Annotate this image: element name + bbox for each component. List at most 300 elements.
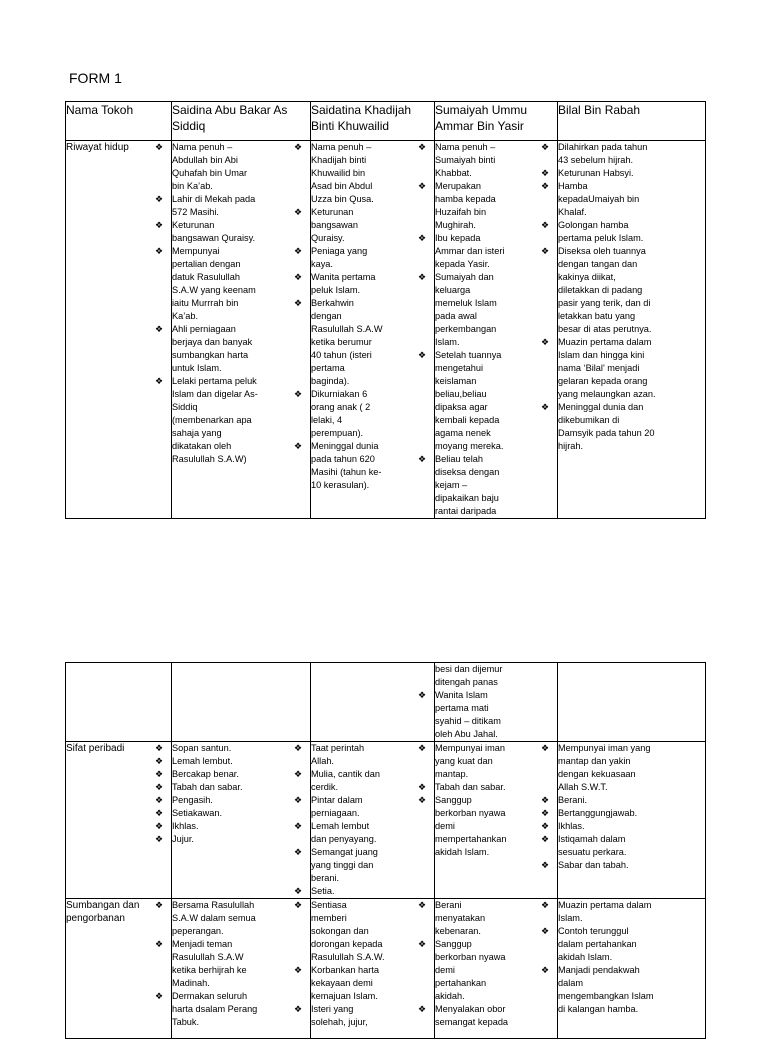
bullet-text: dikebumikan di [558, 415, 620, 425]
bullet-item [155, 219, 308, 232]
bullet-text: peperangan. [172, 926, 224, 936]
bullet-text: kembali kepada [435, 415, 500, 425]
bullet-continuation [435, 388, 555, 401]
bullet-continuation [558, 990, 703, 1003]
bullet-continuation [172, 206, 308, 219]
tokoh-table-part1 [65, 101, 706, 519]
bullet-text: dipaksa agar [435, 402, 488, 412]
bullet-text: Ikhlas. [172, 821, 199, 831]
diamond-bullet-icon: ❖ [155, 376, 164, 386]
bullet-item [155, 938, 308, 951]
bullet-continuation [435, 323, 555, 336]
bullet-text: Tabuk. [172, 1017, 200, 1027]
bullet-item [541, 742, 703, 755]
bullet-text: Sentiasa [311, 900, 347, 910]
bullet-text: Berani [435, 900, 462, 910]
bullet-text: perempuan). [311, 428, 364, 438]
bullet-item [418, 1003, 555, 1016]
diamond-bullet-icon: ❖ [294, 743, 303, 753]
bullet-continuation [435, 977, 555, 990]
bullet-text: pertalian dengan [172, 259, 241, 269]
bullet-continuation [558, 232, 703, 245]
bullet-text: Islam. [558, 913, 583, 923]
bullet-text: Tabah dan sabar. [172, 782, 243, 792]
bullet-text: Meninggal dunia [311, 441, 379, 451]
bullet-text: Rasulullah S.A.W [172, 952, 244, 962]
bullet-text: Khalaf. [558, 207, 587, 217]
bullet-item [418, 453, 555, 466]
bullet-continuation [435, 990, 555, 1003]
bullet-text: kebenaran. [435, 926, 481, 936]
bullet-text: kejam – [435, 480, 468, 490]
cell-abu-bakar [155, 141, 311, 519]
bullet-continuation [172, 1003, 308, 1016]
bullet-text: pertama mati [435, 703, 489, 713]
bullet-continuation [311, 807, 432, 820]
diamond-bullet-icon: ❖ [155, 194, 164, 204]
diamond-bullet-icon: ❖ [418, 142, 427, 152]
bullet-text: besar di atas perutnya. [558, 324, 652, 334]
bullet-continuation [435, 297, 555, 310]
bullet-continuation [172, 414, 308, 427]
bullet-text: akidah Islam. [435, 847, 490, 857]
bullet-continuation [311, 912, 432, 925]
bullet-continuation [172, 951, 308, 964]
diamond-bullet-icon: ❖ [541, 246, 550, 256]
bullet-item [418, 938, 555, 951]
bullet-continuation [558, 362, 703, 375]
bullet-text: Ka’ab. [172, 311, 199, 321]
bullet-text: ketika berumur [311, 337, 372, 347]
diamond-bullet-icon: ❖ [418, 795, 427, 805]
bullet-item [294, 820, 432, 833]
diamond-bullet-icon: ❖ [294, 246, 303, 256]
cell-bilal [541, 899, 706, 1039]
bullet-list [541, 742, 705, 872]
diamond-bullet-icon: ❖ [294, 389, 303, 399]
bullet-text: Setelah tuannya [435, 350, 502, 360]
diamond-bullet-icon: ❖ [294, 1004, 303, 1014]
bullet-list [155, 141, 310, 466]
bullet-text: mengetahui [435, 363, 484, 373]
bullet-continuation [558, 755, 703, 768]
diamond-bullet-icon: ❖ [294, 441, 303, 451]
diamond-bullet-icon: ❖ [294, 795, 303, 805]
bullet-text: Islam dan digelar As- [172, 389, 258, 399]
bullet-continuation [435, 466, 555, 479]
bullet-continuation [311, 755, 432, 768]
bullet-text: diseksa dengan [435, 467, 500, 477]
bullet-text: Sopan santun. [172, 743, 232, 753]
bullet-item [418, 899, 555, 912]
bullet-continuation [311, 872, 432, 885]
cell-sumaiyah [418, 742, 558, 899]
bullet-continuation [311, 414, 432, 427]
header-khadijah: Saidatina Khadijah Binti Khuwailid [311, 102, 435, 141]
bullet-text: berkorban nyawa [435, 808, 506, 818]
bullet-continuation [435, 492, 555, 505]
bullet-continuation [435, 206, 555, 219]
row-label [66, 663, 172, 742]
tokoh-table-part2 [65, 662, 706, 1039]
diamond-bullet-icon: ❖ [541, 900, 550, 910]
bullet-text: Meninggal dunia dan [558, 402, 644, 412]
bullet-item [541, 245, 703, 258]
diamond-bullet-icon: ❖ [155, 246, 164, 256]
bullet-continuation [435, 401, 555, 414]
diamond-bullet-icon: ❖ [541, 965, 550, 975]
bullet-text: Bersama Rasulullah [172, 900, 255, 910]
bullet-continuation [172, 349, 308, 362]
bullet-text: di kalangan hamba. [558, 1004, 639, 1014]
bullet-continuation [558, 258, 703, 271]
bullet-text: Madinah. [172, 978, 210, 988]
bullet-continuation [311, 1016, 432, 1029]
bullet-continuation [435, 676, 555, 689]
form-title: FORM 1 [69, 70, 122, 86]
bullet-continuation [558, 414, 703, 427]
bullet-text: Nama penuh – [435, 142, 496, 152]
header-abu-bakar: Saidina Abu Bakar As Siddiq [172, 102, 311, 141]
bullet-list [418, 141, 557, 518]
diamond-bullet-icon: ❖ [418, 272, 427, 282]
bullet-continuation [558, 951, 703, 964]
bullet-text: pertahankan [435, 978, 487, 988]
bullet-continuation [172, 284, 308, 297]
bullet-continuation [435, 375, 555, 388]
bullet-continuation [435, 912, 555, 925]
bullet-text: sahaja yang [172, 428, 222, 438]
bullet-item [294, 141, 432, 154]
diamond-bullet-icon: ❖ [155, 142, 164, 152]
bullet-item [418, 141, 555, 154]
bullet-text: pada tahun 620 [311, 454, 375, 464]
bullet-text: ketika berhijrah ke [172, 965, 247, 975]
bullet-text: Setia. [311, 886, 335, 896]
bullet-text: Uzza bin Qusa. [311, 194, 374, 204]
bullet-text: Mughirah. [435, 220, 476, 230]
bullet-text: memeluk Islam [435, 298, 497, 308]
bullet-text: Golongan hamba [558, 220, 629, 230]
bullet-continuation [311, 323, 432, 336]
bullet-text: Ibu kepada [435, 233, 481, 243]
bullet-item [418, 232, 555, 245]
bullet-continuation [558, 912, 703, 925]
bullet-text: Bertanggungjawab. [558, 808, 638, 818]
bullet-continuation [172, 925, 308, 938]
bullet-text: kekayaan demi [311, 978, 373, 988]
diamond-bullet-icon: ❖ [294, 900, 303, 910]
bullet-item [541, 899, 703, 912]
bullet-text: Abdullah bin Abi [172, 155, 238, 165]
bullet-continuation [435, 362, 555, 375]
bullet-text: Lelaki pertama peluk [172, 376, 257, 386]
bullet-continuation [172, 912, 308, 925]
bullet-continuation [558, 846, 703, 859]
bullet-item [541, 180, 703, 193]
bullet-item [294, 846, 432, 859]
bullet-text: Berkahwin [311, 298, 354, 308]
bullet-continuation [558, 768, 703, 781]
bullet-text: Korbankan harta [311, 965, 379, 975]
bullet-list [541, 899, 705, 1016]
diamond-bullet-icon: ❖ [541, 337, 550, 347]
bullet-text: Sumaiyah binti [435, 155, 496, 165]
bullet-text: letakkan batu yang [558, 311, 636, 321]
bullet-text: yang melaungkan azan. [558, 389, 656, 399]
diamond-bullet-icon: ❖ [294, 886, 303, 896]
bullet-text: Istiqamah dalam [558, 834, 626, 844]
bullet-continuation [558, 349, 703, 362]
bullet-text: kemajuan Islam. [311, 991, 378, 1001]
bullet-text: Quraisy. [311, 233, 345, 243]
bullet-item [294, 899, 432, 912]
bullet-continuation [558, 284, 703, 297]
bullet-continuation [435, 964, 555, 977]
bullet-continuation [172, 964, 308, 977]
bullet-text: bin Ka’ab. [172, 181, 213, 191]
bullet-text: Lahir di Mekah pada [172, 194, 256, 204]
header-sumaiyah: Sumaiyah Ummu Ammar Bin Yasir [435, 102, 558, 141]
bullet-item [155, 323, 308, 336]
bullet-text: keislaman [435, 376, 477, 386]
bullet-text: Isteri yang [311, 1004, 354, 1014]
bullet-text: Diseksa oleh tuannya [558, 246, 646, 256]
bullet-continuation [311, 154, 432, 167]
diamond-bullet-icon: ❖ [541, 821, 550, 831]
diamond-bullet-icon: ❖ [155, 834, 164, 844]
bullet-continuation [558, 440, 703, 453]
bullet-text: mantap. [435, 769, 469, 779]
bullet-text: baginda). [311, 376, 350, 386]
bullet-text: Siddiq [172, 402, 198, 412]
bullet-item [155, 193, 308, 206]
bullet-text: Allah S.W.T. [558, 782, 608, 792]
bullet-list [294, 141, 434, 492]
diamond-bullet-icon: ❖ [155, 769, 164, 779]
bullet-text: perkembangan [435, 324, 497, 334]
bullet-text: Lemah lembut. [172, 756, 233, 766]
bullet-item [155, 990, 308, 1003]
bullet-text: memberi [311, 913, 347, 923]
bullet-text: Allah. [311, 756, 334, 766]
bullet-text: Muazin pertama dalam [558, 900, 652, 910]
bullet-item [418, 180, 555, 193]
bullet-text: Islam. [435, 337, 460, 347]
bullet-continuation [311, 258, 432, 271]
bullet-continuation [172, 362, 308, 375]
bullet-continuation [311, 167, 432, 180]
diamond-bullet-icon: ❖ [155, 991, 164, 1001]
bullet-text: dan penyayang. [311, 834, 377, 844]
bullet-text: untuk Islam. [172, 363, 222, 373]
cell-sumaiyah [418, 663, 558, 742]
bullet-continuation [172, 440, 308, 453]
bullet-continuation [311, 310, 432, 323]
bullet-text: Setiakawan. [172, 808, 223, 818]
bullet-continuation [435, 284, 555, 297]
bullet-item [541, 859, 703, 872]
bullet-text: Ikhlas. [558, 821, 585, 831]
diamond-bullet-icon: ❖ [155, 743, 164, 753]
bullet-text: 572 Masihi. [172, 207, 219, 217]
bullet-text: sesuatu perkara. [558, 847, 627, 857]
bullet-continuation [435, 663, 555, 676]
diamond-bullet-icon: ❖ [418, 782, 427, 792]
header-row [66, 102, 706, 141]
bullet-continuation [172, 453, 308, 466]
bullet-text: kepada Yasir. [435, 259, 490, 269]
bullet-continuation [172, 977, 308, 990]
bullet-continuation [311, 833, 432, 846]
bullet-text: Manjadi pendakwah [558, 965, 640, 975]
bullet-item [155, 833, 308, 846]
bullet-text: gelaran kepada orang [558, 376, 648, 386]
bullet-item [541, 820, 703, 833]
bullet-text: Wanita pertama [311, 272, 376, 282]
bullet-text: 43 sebelum hijrah. [558, 155, 634, 165]
bullet-text: agama nenek [435, 428, 491, 438]
bullet-text: Berani. [558, 795, 588, 805]
diamond-bullet-icon: ❖ [418, 939, 427, 949]
bullet-text: Keturunan [311, 207, 354, 217]
bullet-list [294, 742, 434, 898]
diamond-bullet-icon: ❖ [155, 220, 164, 230]
bullet-list [155, 742, 310, 846]
bullet-text: bangsawan [311, 220, 358, 230]
bullet-item [418, 794, 555, 807]
bullet-continuation [435, 414, 555, 427]
bullet-text: Menjadi teman [172, 939, 233, 949]
diamond-bullet-icon: ❖ [418, 1004, 427, 1014]
bullet-text: Jujur. [172, 834, 194, 844]
bullet-text: Dermakan seluruh [172, 991, 248, 1001]
diamond-bullet-icon: ❖ [541, 860, 550, 870]
bullet-text: solehah, jujur, [311, 1017, 368, 1027]
row-continuation [66, 663, 706, 742]
bullet-text: Menyalakan obor [435, 1004, 506, 1014]
bullet-text: Contoh terunggul [558, 926, 629, 936]
bullet-continuation [311, 336, 432, 349]
bullet-continuation [311, 180, 432, 193]
diamond-bullet-icon: ❖ [155, 808, 164, 818]
diamond-bullet-icon: ❖ [155, 324, 164, 334]
bullet-text: Asad bin Abdul [311, 181, 373, 191]
bullet-text: Beliau telah [435, 454, 484, 464]
bullet-continuation [311, 284, 432, 297]
diamond-bullet-icon: ❖ [541, 402, 550, 412]
bullet-continuation [558, 375, 703, 388]
bullet-continuation [435, 755, 555, 768]
bullet-text: Rasulullah S.A.W. [311, 952, 385, 962]
diamond-bullet-icon: ❖ [155, 939, 164, 949]
bullet-text: moyang mereka. [435, 441, 504, 451]
bullet-text: dikatakan oleh [172, 441, 232, 451]
bullet-continuation [311, 859, 432, 872]
bullet-item [418, 742, 555, 755]
bullet-continuation [311, 453, 432, 466]
bullet-text: S.A.W dalam semua [172, 913, 256, 923]
bullet-text: semangat kepada [435, 1017, 509, 1027]
bullet-continuation [172, 388, 308, 401]
bullet-text: Ammar dan isteri [435, 246, 505, 256]
bullet-continuation [435, 427, 555, 440]
bullet-continuation [435, 768, 555, 781]
bullet-text: iaitu Murrrah bin [172, 298, 239, 308]
diamond-bullet-icon: ❖ [294, 272, 303, 282]
cell-bilal [541, 141, 706, 519]
bullet-text: Masihi (tahun ke- [311, 467, 382, 477]
bullet-item [155, 899, 308, 912]
bullet-continuation [311, 193, 432, 206]
bullet-text: Mempunyai iman yang [558, 743, 651, 753]
bullet-continuation [311, 977, 432, 990]
bullet-text: Quhafah bin Umar [172, 168, 248, 178]
cell-khadijah [311, 663, 435, 742]
bullet-text: kaya. [311, 259, 333, 269]
bullet-text: beliau,beliau [435, 389, 487, 399]
bullet-text: nama ‘Bilal’ menjadi [558, 363, 640, 373]
diamond-bullet-icon: ❖ [155, 782, 164, 792]
bullet-text: dalam [558, 978, 584, 988]
bullet-text: sumbangkan harta [172, 350, 249, 360]
bullet-item [541, 794, 703, 807]
diamond-bullet-icon: ❖ [418, 900, 427, 910]
bullet-item [294, 1003, 432, 1016]
bullet-item [541, 925, 703, 938]
bullet-item [294, 388, 432, 401]
bullet-continuation [311, 466, 432, 479]
bullet-item [294, 768, 432, 781]
bullet-item [294, 297, 432, 310]
bullet-item [155, 768, 308, 781]
bullet-continuation [435, 505, 555, 518]
header-nama-tokoh: Nama Tokoh [66, 102, 172, 141]
row-sifat-peribadi [66, 742, 706, 899]
diamond-bullet-icon: ❖ [294, 821, 303, 831]
bullet-continuation [558, 297, 703, 310]
bullet-text: Ahli perniagaan [172, 324, 236, 334]
bullet-continuation [558, 1003, 703, 1016]
bullet-continuation [558, 310, 703, 323]
cell-sumaiyah [418, 141, 558, 519]
bullet-continuation [435, 440, 555, 453]
bullet-continuation [435, 833, 555, 846]
bullet-text: berkorban nyawa [435, 952, 506, 962]
bullet-item [294, 271, 432, 284]
bullet-text: mempertahankan [435, 834, 507, 844]
row-riwayat-hidup [66, 141, 706, 519]
bullet-continuation [311, 479, 432, 492]
bullet-continuation [558, 271, 703, 284]
bullet-text: syahid – ditikam [435, 716, 501, 726]
bullet-text: Pengasih. [172, 795, 213, 805]
bullet-continuation [311, 375, 432, 388]
diamond-bullet-icon: ❖ [418, 350, 427, 360]
bullet-text: perniagaan. [311, 808, 360, 818]
bullet-text: Mulia, cantik dan [311, 769, 380, 779]
bullet-text: demi [435, 965, 455, 975]
bullet-text: pertama peluk Islam. [558, 233, 644, 243]
diamond-bullet-icon: ❖ [541, 181, 550, 191]
bullet-text: Lemah lembut [311, 821, 370, 831]
bullet-text: Tabah dan sabar. [435, 782, 506, 792]
bullet-item [294, 742, 432, 755]
bullet-continuation [172, 232, 308, 245]
row-label: Sumbangan dan pengorbanan [66, 899, 172, 1039]
bullet-text: S.A.W yang keenam [172, 285, 256, 295]
bullet-text: Nama penuh – [311, 142, 372, 152]
